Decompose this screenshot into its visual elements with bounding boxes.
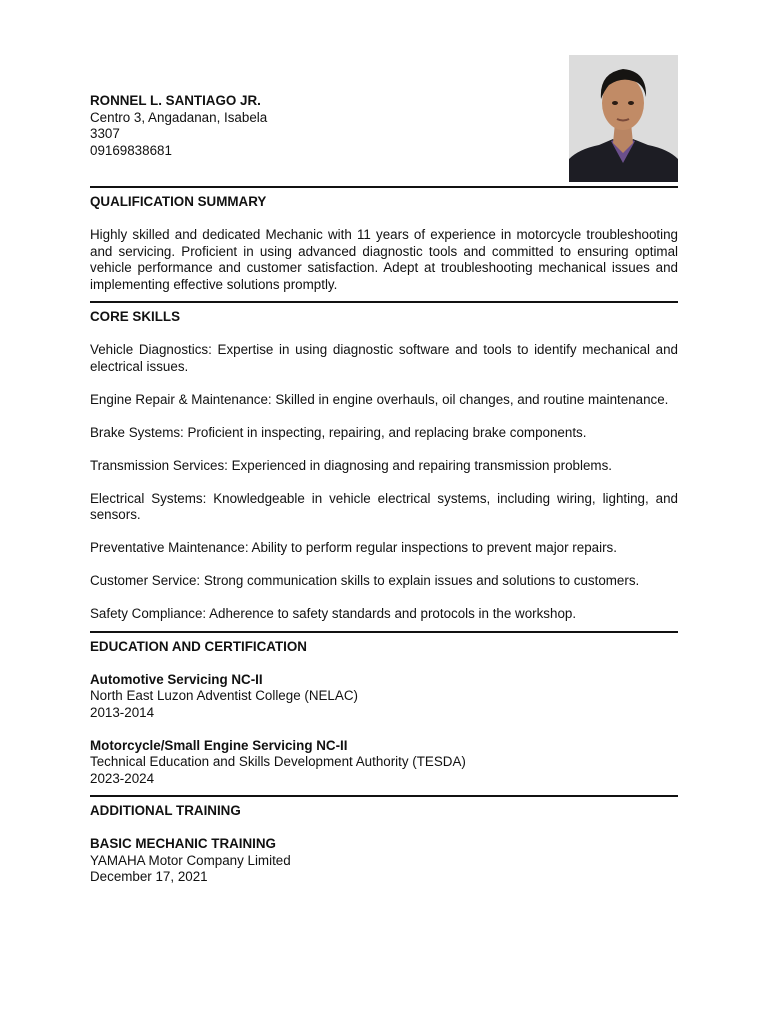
skill-item: Preventative Maintenance: Ability to perform regular inspections to prevent major repairs. xyxy=(90,540,617,555)
training-entry xyxy=(90,836,678,886)
qualification-summary-heading: QUALIFICATION SUMMARY xyxy=(90,194,267,209)
training-title: BASIC MECHANIC TRAINING xyxy=(90,836,276,851)
certification-title: Automotive Servicing NC-II xyxy=(90,671,263,687)
applicant-phone: 09169838681 xyxy=(90,142,172,158)
qualification-summary-text: Highly skilled and dedicated Mechanic with 11 years of experience in motorcycle troubleshooting and servicing. Proficient in using advanced diagnostic tools and committed to ensuring optimal vehicle performance and customer satisfaction. Adept at troubleshooting mechanical issues and implementing effective solutions promptly. xyxy=(90,227,678,292)
resume-header xyxy=(90,0,678,186)
section-divider xyxy=(90,186,678,188)
education-heading: EDUCATION AND CERTIFICATION xyxy=(90,638,307,654)
skill-item: Electrical Systems: Knowledgeable in vehicle electrical systems, including wiring, lighting, and sensors. xyxy=(90,490,678,522)
section-divider xyxy=(90,795,678,797)
skill-item: Brake Systems: Proficient in inspecting, repairing, and replacing brake components. xyxy=(90,424,587,440)
education-entry xyxy=(90,672,678,722)
training-date: December 17, 2021 xyxy=(90,869,208,884)
section-divider xyxy=(90,631,678,633)
contact-block xyxy=(90,93,267,159)
skill-item: Customer Service: Strong communication skills to explain issues and solutions to customers. xyxy=(90,573,640,588)
school-years: 2013-2014 xyxy=(90,704,155,720)
applicant-photo xyxy=(569,55,678,182)
skill-item: Safety Compliance: Adherence to safety standards and protocols in the workshop. xyxy=(90,606,577,621)
section-divider xyxy=(90,301,678,303)
skill-item: Vehicle Diagnostics: Expertise in using diagnostic software and tools to identify mechanical and electrical issues. xyxy=(90,342,678,374)
school-name: Technical Education and Skills Development Authority (TESDA) xyxy=(90,754,466,769)
skill-item: Transmission Services: Experienced in diagnosing and repairing transmission problems. xyxy=(90,457,612,473)
additional-training-heading: ADDITIONAL TRAINING xyxy=(90,803,241,818)
applicant-name: RONNEL L. SANTIAGO JR. xyxy=(90,93,261,108)
skill-item: Engine Repair & Maintenance: Skilled in engine overhauls, oil changes, and routine maintenance. xyxy=(90,391,669,407)
applicant-address: Centro 3, Angadanan, Isabela xyxy=(90,109,268,125)
resume-page xyxy=(90,0,678,886)
school-years: 2023-2024 xyxy=(90,770,155,786)
core-skills-heading: CORE SKILLS xyxy=(90,309,181,324)
education-entry xyxy=(90,738,678,788)
training-organization: YAMAHA Motor Company Limited xyxy=(90,852,291,868)
applicant-zip: 3307 xyxy=(90,126,120,141)
school-name: North East Luzon Adventist College (NELAC) xyxy=(90,688,358,703)
portrait-image xyxy=(569,55,678,182)
certification-title: Motorcycle/Small Engine Servicing NC-II xyxy=(90,737,348,753)
